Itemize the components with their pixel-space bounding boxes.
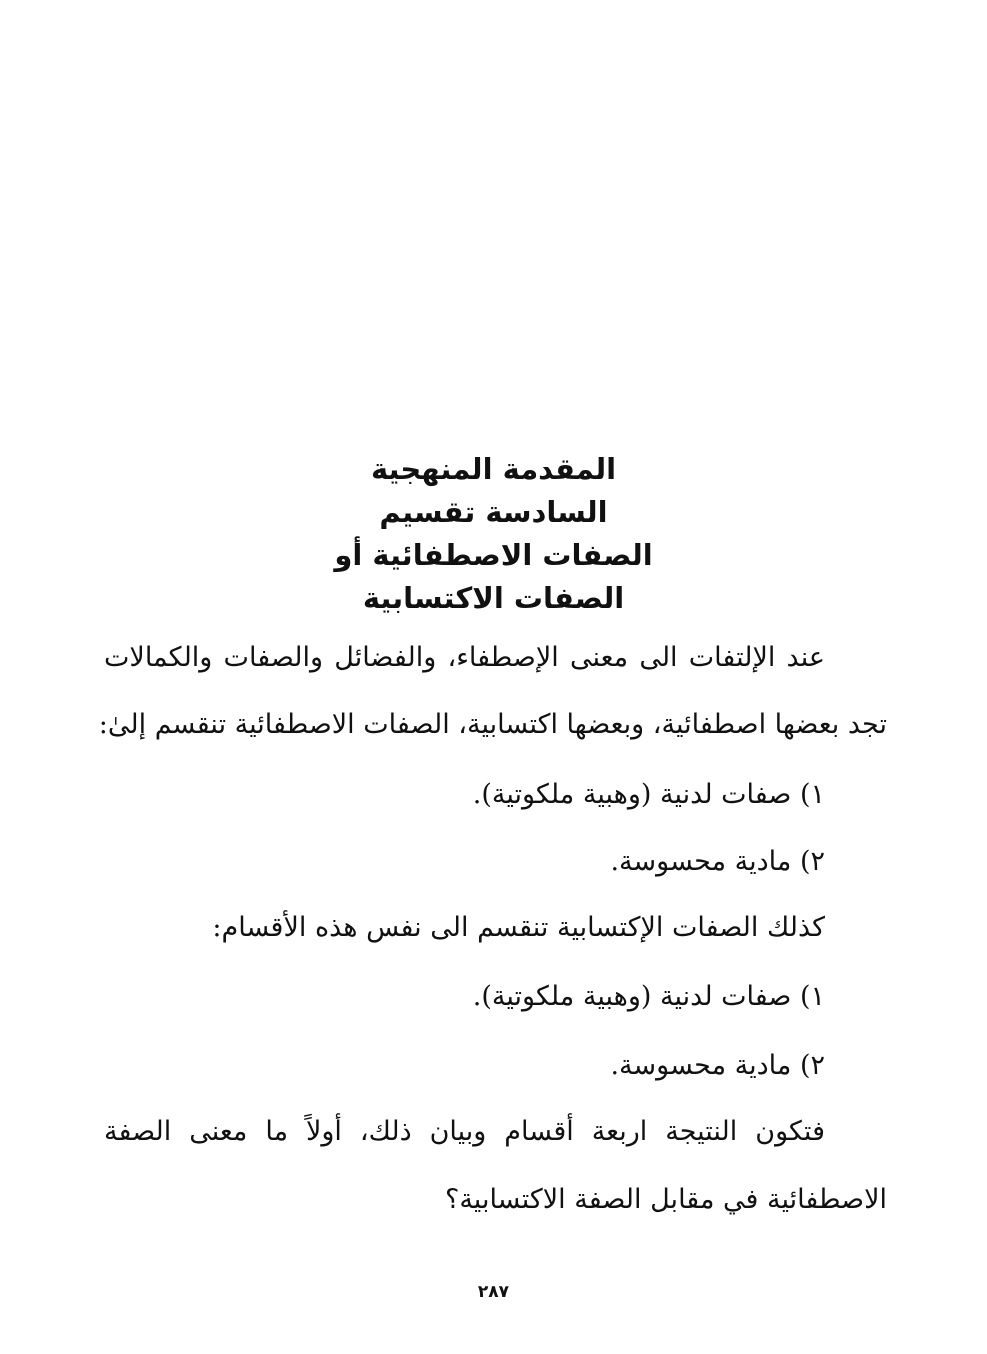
list-2-item-2: ٢) مادية محسوسة. [610,1050,825,1081]
list-2-item-1: ١) صفات لدنية (وهبية ملكوتية). [472,981,825,1012]
heading-line-3: الصفات الاصطفائية أو [334,538,653,572]
paragraph-1-line-2: تجد بعضها اصطفائية، وبعضها اكتسابية، الصفات الاصطفائية تنقسم إلىٰ: [98,709,887,740]
heading-line-1: المقدمة المنهجية [370,452,617,486]
page-number: ٢٨٧ [477,1282,510,1302]
heading-line-2: السادسة تقسيم [379,495,608,529]
list-1-item-1: ١) صفات لدنية (وهبية ملكوتية). [472,779,825,810]
paragraph-3-line-2: الاصطفائية في مقابل الصفة الاكتسابية؟ [444,1184,887,1215]
paragraph-2: كذلك الصفات الإكتسابية تنقسم الى نفس هذه الأقسام: [212,912,825,943]
paragraph-1-line-1: عند الإلتفات الى معنى الإصطفاء، والفضائل والصفات والكمالات [104,642,825,673]
paragraph-3-line-1: فتكون النتيجة اربعة أقسام وبيان ذلك، أولاً ما معنى الصفة [104,1116,825,1147]
list-1-item-2: ٢) مادية محسوسة. [610,846,825,877]
heading-line-4: الصفات الاكتسابية [362,581,625,615]
chapter-heading [0,448,987,620]
